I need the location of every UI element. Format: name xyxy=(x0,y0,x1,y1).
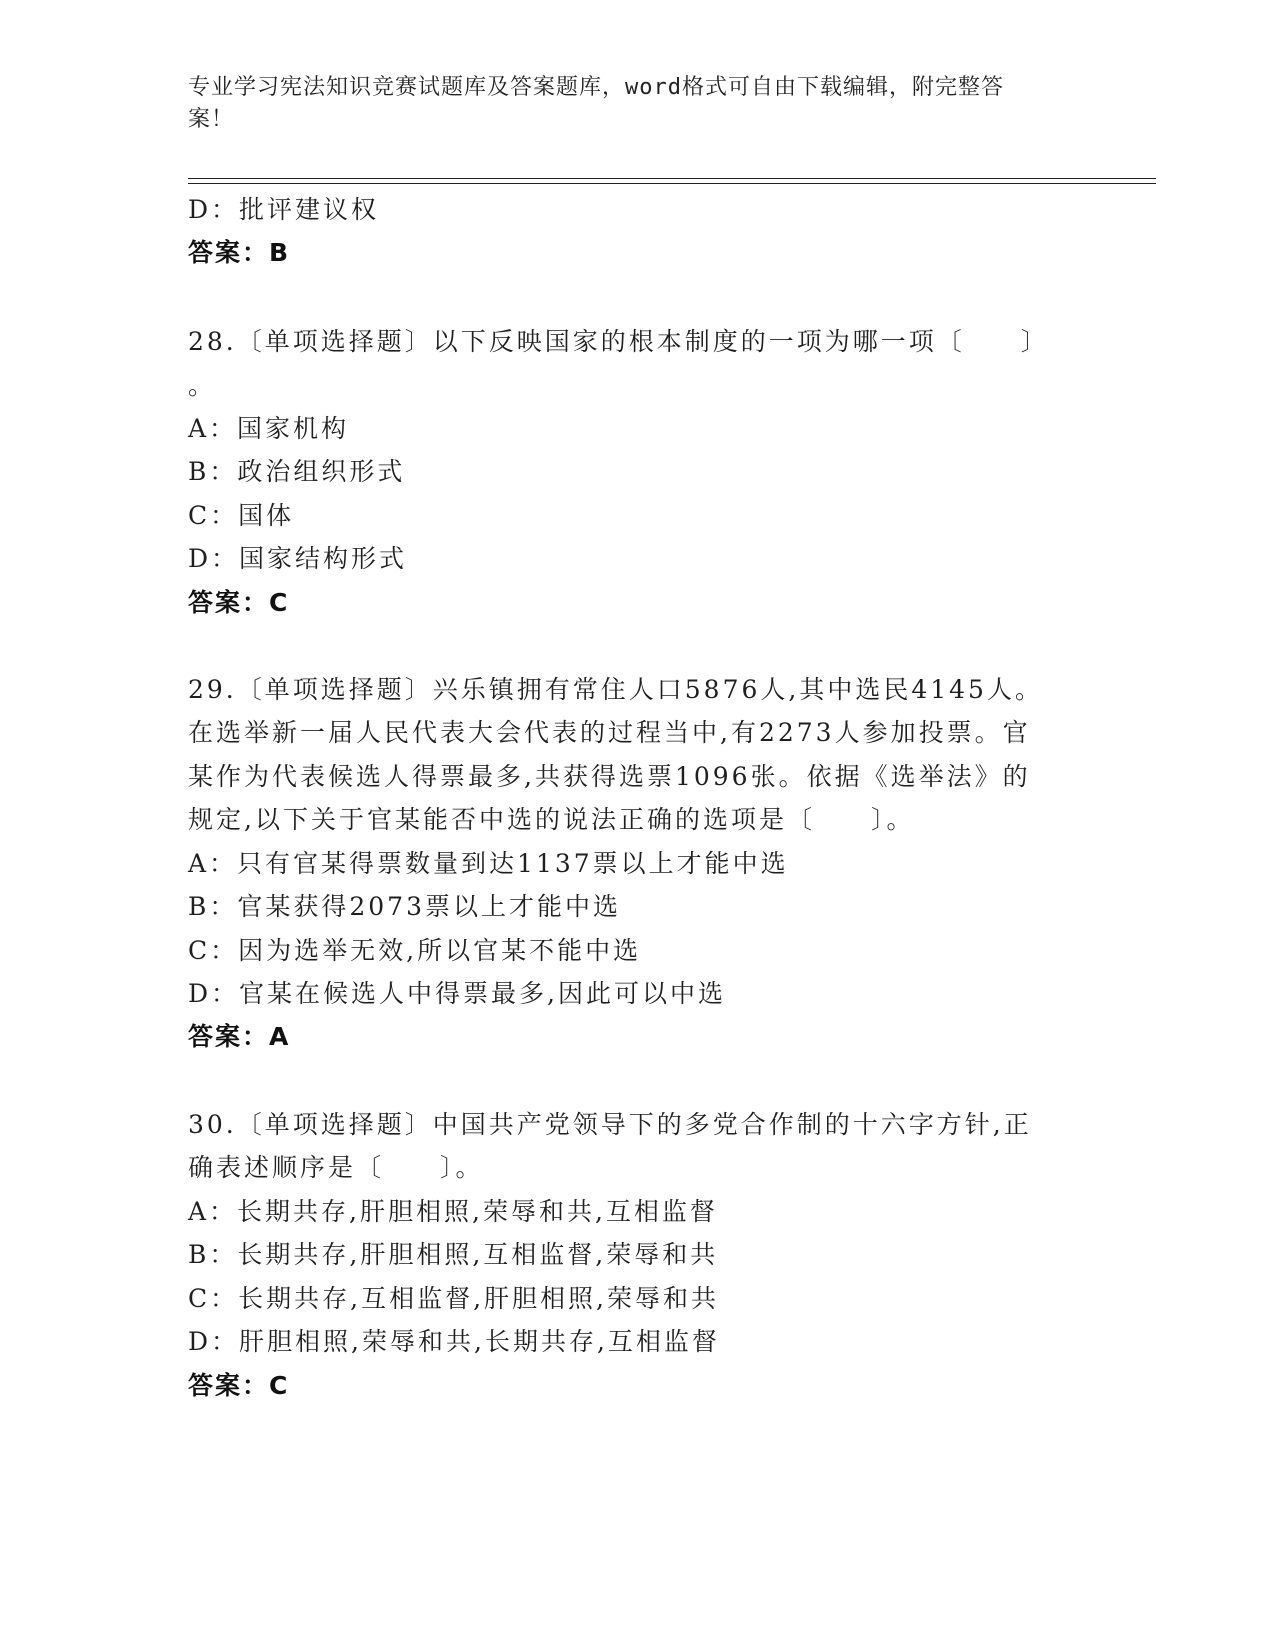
question-29-option-a: A：只有官某得票数量到达1137票以上才能中选 xyxy=(188,849,789,878)
header-divider-bottom xyxy=(188,183,1156,184)
question-29-answer: 答案：A xyxy=(188,1022,291,1051)
question-28-option-a: A：国家机构 xyxy=(188,414,350,443)
header-line-1: 专业学习宪法知识竞赛试题库及答案题库，word格式可自由下载编辑，附完整答 xyxy=(188,75,1004,100)
question-30-option-a: A：长期共存,肝胆相照,荣辱和共,互相监督 xyxy=(188,1197,718,1226)
question-29-stem-line-1: 29.〔单项选择题〕兴乐镇拥有常住人口5876人,其中选民4145人。 xyxy=(188,675,1043,704)
question-28-option-d: D：国家结构形式 xyxy=(188,544,408,573)
header-line-2: 案！ xyxy=(188,107,235,132)
question-30-option-b: B：长期共存,肝胆相照,互相监督,荣辱和共 xyxy=(188,1240,719,1269)
question-30-answer: 答案：C xyxy=(188,1371,290,1400)
page-header xyxy=(188,72,1068,136)
question-28-answer: 答案：C xyxy=(188,588,290,617)
question-29-option-d: D：官某在候选人中得票最多,因此可以中选 xyxy=(188,979,726,1008)
question-28-stem-line-2: 。 xyxy=(188,371,217,400)
carry-answer: 答案：B xyxy=(188,238,291,267)
question-28-option-c: C：国体 xyxy=(188,501,295,530)
question-28-option-b: B：政治组织形式 xyxy=(188,457,406,486)
question-29-stem-line-2: 在选举新一届人民代表大会代表的过程当中,有2273人参加投票。官 xyxy=(188,718,1031,747)
question-30-stem-line-1: 30.〔单项选择题〕中国共产党领导下的多党合作制的十六字方针,正 xyxy=(188,1110,1032,1139)
question-30-option-d: D：肝胆相照,荣辱和共,长期共存,互相监督 xyxy=(188,1327,720,1356)
question-30-stem-line-2: 确表述顺序是〔 〕。 xyxy=(188,1153,484,1182)
question-29-option-b: B：官某获得2073票以上才能中选 xyxy=(188,892,621,921)
question-29-stem-line-4: 规定,以下关于官某能否中选的说法正确的选项是〔 〕。 xyxy=(188,805,915,834)
header-divider-top xyxy=(188,178,1156,179)
question-30-option-c: C：长期共存,互相监督,肝胆相照,荣辱和共 xyxy=(188,1284,719,1313)
carry-option-d: D：批评建议权 xyxy=(188,195,380,224)
question-28-stem-line-1: 28.〔单项选择题〕以下反映国家的根本制度的一项为哪一项〔 〕 xyxy=(188,327,1049,356)
question-29-stem-line-3: 某作为代表候选人得票最多,共获得选票1096张。依据《选举法》的 xyxy=(188,762,1031,791)
question-29-option-c: C：因为选举无效,所以官某不能中选 xyxy=(188,936,642,965)
